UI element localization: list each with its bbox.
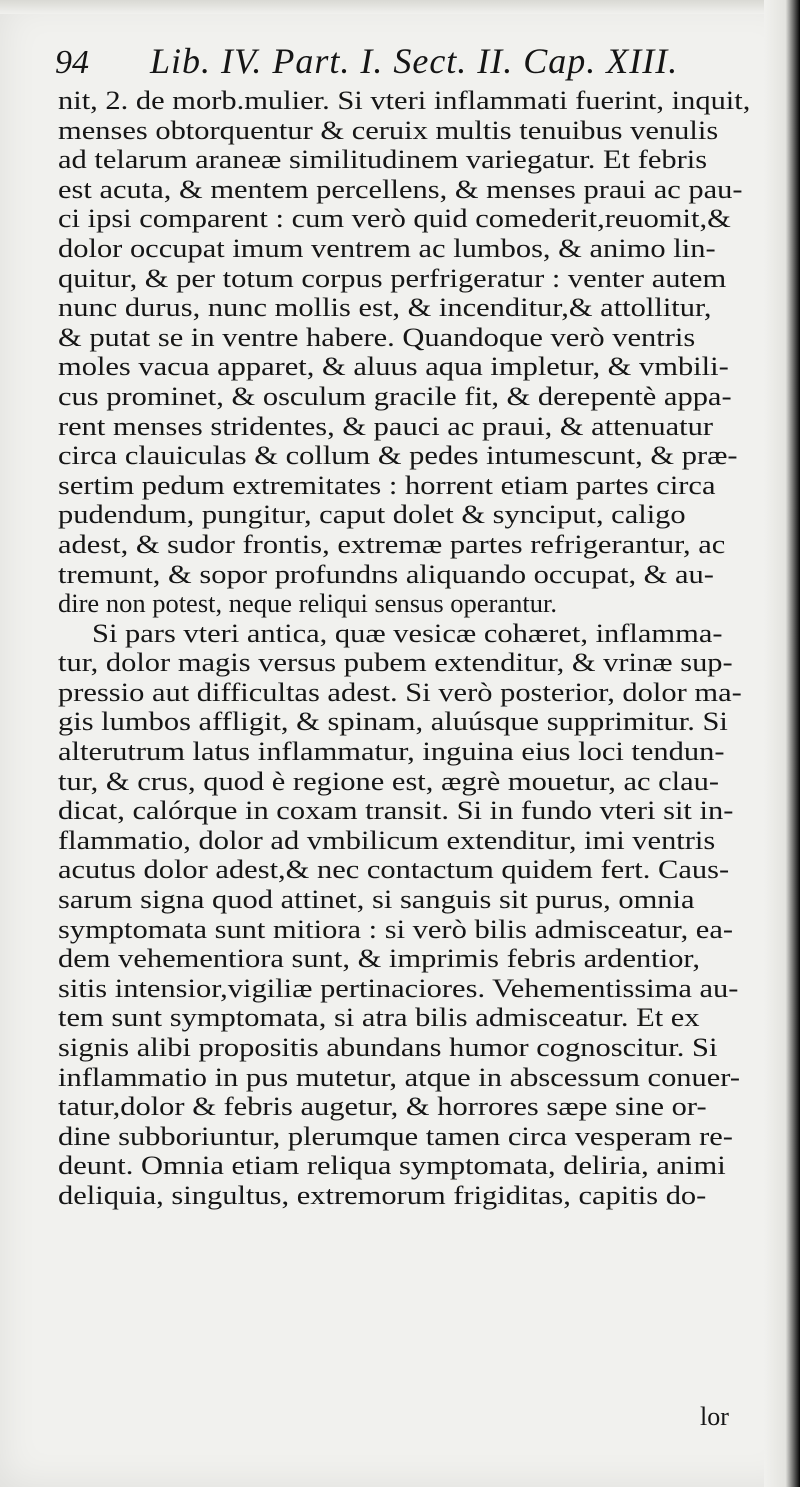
text-line: nunc durus, nunc mollis est, & incenditur,& attollitur,	[58, 292, 712, 323]
text-line: dolor occupat imum ventrem ac lumbos, & animo lin-	[58, 232, 716, 263]
text-line: pudendum, pungitur, caput dolet & synciput, caligo	[58, 499, 686, 530]
text-line: alterutrum latus inflammatur, inguina eius loci tendun-	[58, 736, 725, 767]
text-line: dire non potest, neque reliqui sensus operantur.	[58, 588, 557, 619]
text-line: quitur, & per totum corpus perfrigeratur : venter autem	[58, 262, 727, 293]
page-number: 94	[55, 44, 89, 81]
text-line: gis lumbos affligit, & spinam, aluúsque supprimitur. Si	[58, 706, 728, 737]
catchword: lor	[700, 1402, 729, 1431]
text-line: circa clauiculas & collum & pedes intumescunt, & præ-	[58, 440, 738, 471]
text-line: menses obtorquentur & ceruix multis tenuibus venulis	[58, 114, 719, 145]
text-line: ad telarum araneæ similitudinem variegatur. Et febris	[58, 144, 708, 175]
text-line: deliquia, singultus, extremorum frigiditas, capitis do-	[58, 1179, 707, 1210]
text-line: cus prominet, & osculum gracile fit, & derepentè appa-	[58, 380, 732, 411]
text-line: tatur,dolor & febris augetur, & horrores sæpe sine or-	[58, 1091, 707, 1122]
text-line: tur, & crus, quod è regione est, ægrè mouetur, ac clau-	[58, 765, 720, 796]
page-top-edge	[0, 0, 800, 14]
page-header	[55, 40, 735, 88]
text-line: tur, dolor magis versus pubem extenditur, & vrinæ sup-	[58, 647, 733, 678]
text-line: pressio aut difficultas adest. Si verò posterior, dolor ma-	[58, 676, 742, 707]
text-line: nit, 2. de morb.mulier. Si vteri inflammati fuerint, inquit,	[58, 85, 751, 115]
text-line: acutus dolor adest,& nec contactum quidem fert. Caus-	[58, 854, 730, 885]
text-line: moles vacua apparet, & aluus aqua impletur, & vmbili-	[58, 351, 729, 382]
text-line: Si pars vteri antica, quæ vesicæ cohæret, inflamma-	[92, 617, 723, 648]
body-text	[58, 86, 770, 1211]
text-line: signis alibi propositis abundans humor cognoscitur. Si	[58, 1032, 718, 1062]
text-line: sarum signa quod attinet, si sanguis sit purus, omnia	[58, 884, 695, 915]
text-line: inflammatio in pus mutetur, atque in abscessum conuer-	[58, 1061, 741, 1092]
text-line: dem vehementiora sunt, & imprimis febris ardentior,	[58, 943, 700, 974]
text-line: tem sunt symptomata, si atra bilis admisceatur. Et ex	[58, 1002, 700, 1033]
text-line: dine subboriuntur, plerumque tamen circa vesperam re-	[58, 1120, 733, 1151]
text-line: tremunt, & sopor profundns aliquando occupat, & au-	[58, 558, 714, 589]
text-line: rent menses stridentes, & pauci ac praui, & attenuatur	[58, 410, 713, 441]
text-line: dicat, calórque in coxam transit. Si in fundo vteri sit in-	[58, 795, 734, 826]
text-line: adest, & sudor frontis, extremæ partes refrigerantur, ac	[58, 528, 726, 559]
text-line: sitis intensior,vigiliæ pertinaciores. Vehementissima au-	[58, 972, 739, 1003]
text-line: sertim pedum extremitates : horrent etiam partes circa	[58, 469, 716, 500]
text-line: flammatio, dolor ad vmbilicum extenditur, imi ventris	[58, 824, 716, 855]
text-line: & putat se in ventre habere. Quandoque verò ventris	[58, 321, 696, 352]
text-line: est acuta, & mentem percellens, & menses praui ac pau-	[58, 173, 743, 204]
running-head: Lib. IV. Part. I. Sect. II. Cap. XIII.	[150, 41, 679, 81]
text-line: symptomata sunt mitiora : si verò bilis admisceatur, ea-	[58, 913, 734, 944]
text-line: ci ipsi comparent : cum verò quid comederit,reuomit,&	[58, 203, 731, 234]
text-line: deunt. Omnia etiam reliqua symptomata, deliria, animi	[58, 1150, 726, 1181]
